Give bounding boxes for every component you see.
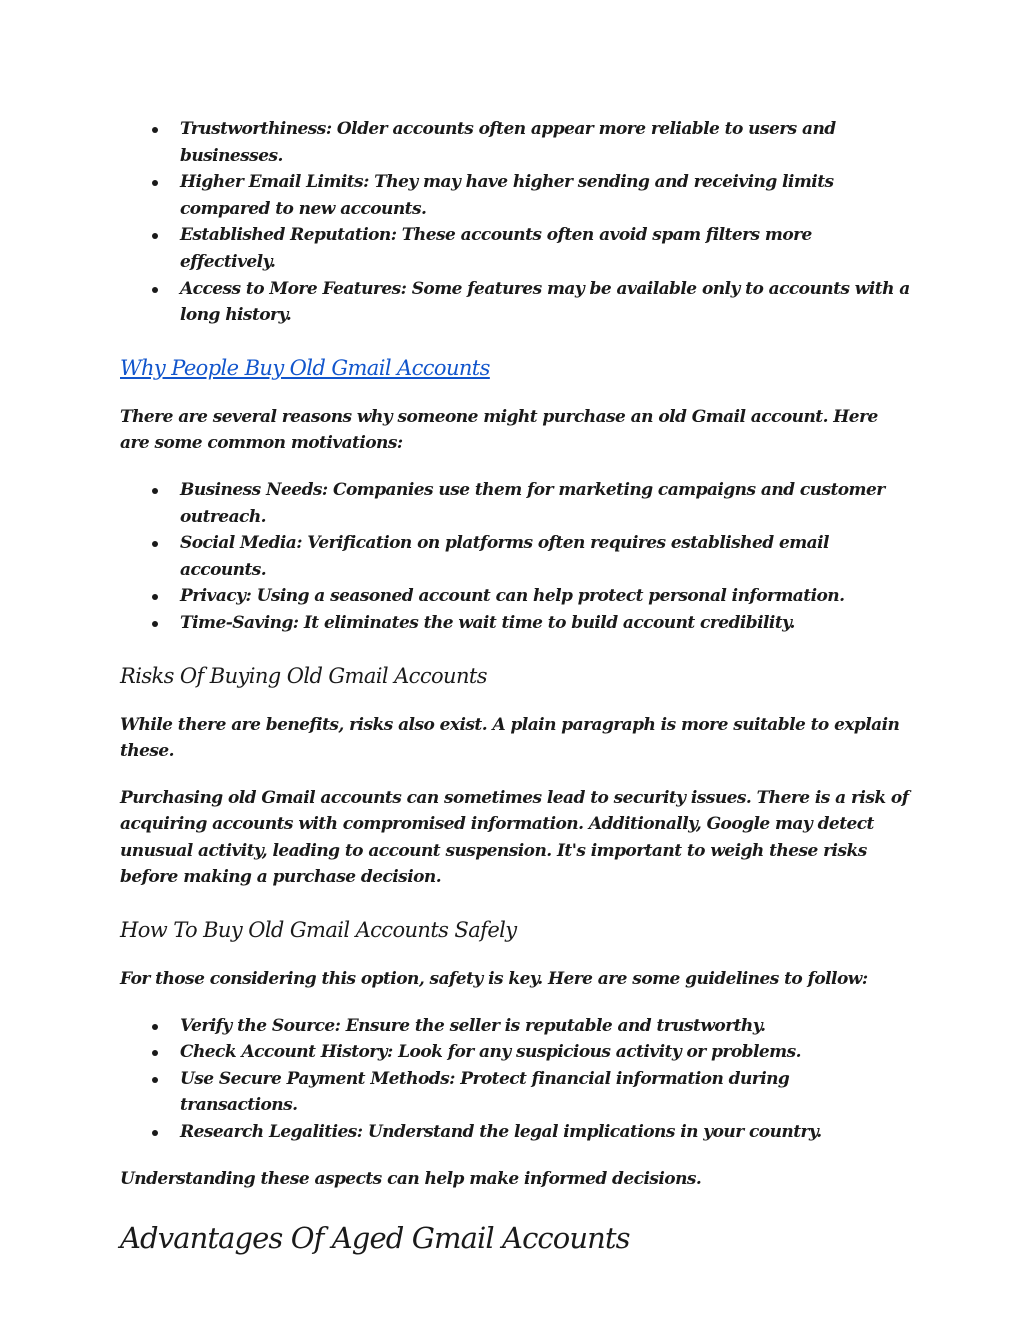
- safely-intro-paragraph: For those considering this option, safety is key. Here are some guidelines to follow:: [120, 969, 868, 990]
- risks-paragraph-2: Purchasing old Gmail accounts can sometimes lead to security issues. There is a risk of acquiring accounts with compromised information. Additionally, Google may detect unusual activity, leading to account suspension. It's important to weigh these risks before making a purchase decision.: [120, 787, 909, 888]
- list-item: Use Secure Payment Methods: Protect financial information during transactions.: [180, 1066, 910, 1119]
- list-item: Higher Email Limits: They may have higher sending and receiving limits compared to new accounts.: [180, 169, 910, 222]
- list-item: Research Legalities: Understand the legal implications in your country.: [180, 1119, 910, 1146]
- intro-bullet-list: [120, 116, 910, 329]
- list-item: Time-Saving: It eliminates the wait time to build account credibility.: [180, 610, 910, 637]
- list-item: Access to More Features: Some features may be available only to accounts with a long history.: [180, 276, 910, 329]
- why-bullet-list: [120, 477, 910, 637]
- risks-heading: Risks Of Buying Old Gmail Accounts: [120, 663, 487, 688]
- list-item: Verify the Source: Ensure the seller is reputable and trustworthy.: [180, 1013, 910, 1040]
- list-item: Social Media: Verification on platforms often requires established email accounts.: [180, 530, 910, 583]
- list-item: Business Needs: Companies use them for marketing campaigns and customer outreach.: [180, 477, 910, 530]
- advantages-heading: Advantages Of Aged Gmail Accounts: [120, 1221, 630, 1256]
- list-item: Established Reputation: These accounts often avoid spam filters more effectively.: [180, 222, 910, 275]
- list-item: Trustworthiness: Older accounts often appear more reliable to users and businesses.: [180, 116, 910, 169]
- why-heading: [120, 354, 910, 382]
- list-item: Check Account History: Look for any suspicious activity or problems.: [180, 1039, 910, 1066]
- risks-paragraph-1: While there are benefits, risks also exist. A plain paragraph is more suitable to explain these.: [120, 714, 900, 762]
- list-item: Privacy: Using a seasoned account can help protect personal information.: [180, 583, 910, 610]
- safely-outro-paragraph: Understanding these aspects can help make informed decisions.: [120, 1168, 702, 1189]
- safely-heading: How To Buy Old Gmail Accounts Safely: [120, 918, 517, 943]
- why-intro-paragraph: There are several reasons why someone might purchase an old Gmail account. Here are some common motivations:: [120, 406, 878, 454]
- why-heading-link[interactable]: Why People Buy Old Gmail Accounts: [120, 355, 490, 380]
- document-page: [120, 116, 910, 1256]
- safely-bullet-list: [120, 1013, 910, 1146]
